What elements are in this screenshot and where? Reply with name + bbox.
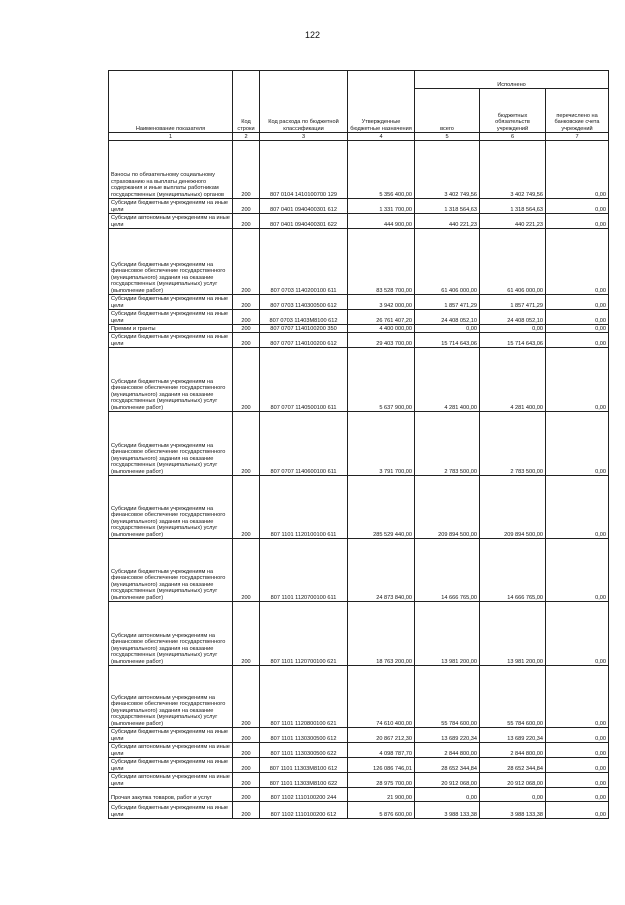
row-total: 20 912 068,00 [415, 773, 480, 788]
column-number: 2 [233, 133, 260, 141]
row-total: 61 406 000,00 [415, 229, 480, 295]
row-kbk: 807 1102 1110100200 244 [260, 788, 348, 802]
row-name: Субсидии бюджетным учреждениям на иные цели [109, 295, 233, 310]
row-transferred: 0,00 [546, 539, 609, 602]
row-name: Субсидии бюджетным учреждениям на финансовое обеспечение государственного (муниципального) задания на оказание государственных (муниципальных) услуг (выполнение работ) [109, 348, 233, 412]
row-code: 200 [233, 295, 260, 310]
row-total: 55 784 600,00 [415, 666, 480, 728]
row-kbk: 807 1101 1120700100 621 [260, 602, 348, 666]
row-kbk: 807 0707 1140100200 350 [260, 325, 348, 333]
row-transferred: 0,00 [546, 199, 609, 214]
row-transferred: 0,00 [546, 788, 609, 802]
table-row [109, 773, 609, 788]
table-row [109, 758, 609, 773]
row-transferred: 0,00 [546, 348, 609, 412]
row-obligations: 15 714 643,06 [480, 333, 546, 348]
row-transferred: 0,00 [546, 310, 609, 325]
table-row [109, 788, 609, 802]
row-total: 0,00 [415, 325, 480, 333]
row-total: 13 981 200,00 [415, 602, 480, 666]
row-total: 1 318 564,63 [415, 199, 480, 214]
row-code: 200 [233, 214, 260, 229]
row-code: 200 [233, 476, 260, 539]
row-approved: 3 942 000,00 [348, 295, 415, 310]
table-row [109, 728, 609, 743]
row-name: Субсидии бюджетным учреждениям на иные цели [109, 728, 233, 743]
row-total: 3 988 133,38 [415, 802, 480, 819]
row-total: 3 402 749,56 [415, 141, 480, 199]
column-number: 4 [348, 133, 415, 141]
row-code: 200 [233, 333, 260, 348]
row-obligations: 2 844 800,00 [480, 743, 546, 758]
table-row [109, 412, 609, 476]
row-kbk: 807 0104 1410100700 129 [260, 141, 348, 199]
row-obligations: 14 666 765,00 [480, 539, 546, 602]
row-kbk: 807 0703 1140300500 612 [260, 295, 348, 310]
row-obligations: 3 402 749,56 [480, 141, 546, 199]
table-row [109, 476, 609, 539]
row-code: 200 [233, 602, 260, 666]
row-total: 1 857 471,29 [415, 295, 480, 310]
header-approved: Утвержденные бюджетные назначения [348, 71, 415, 133]
row-code: 200 [233, 412, 260, 476]
row-transferred: 0,00 [546, 728, 609, 743]
row-transferred: 0,00 [546, 743, 609, 758]
table-row [109, 310, 609, 325]
row-kbk: 807 1102 1110100200 612 [260, 802, 348, 819]
header-kbk: Код расхода по бюджетной классификации [260, 71, 348, 133]
row-approved: 28 975 700,00 [348, 773, 415, 788]
row-name: Субсидии бюджетным учреждениям на иные цели [109, 758, 233, 773]
row-obligations: 209 894 500,00 [480, 476, 546, 539]
header-transferred: перечислено на банковские счета учреждений [546, 89, 609, 133]
row-approved: 18 763 200,00 [348, 602, 415, 666]
row-code: 200 [233, 199, 260, 214]
row-kbk: 807 1101 1130300500 622 [260, 743, 348, 758]
column-number: 3 [260, 133, 348, 141]
row-transferred: 0,00 [546, 802, 609, 819]
row-obligations: 0,00 [480, 325, 546, 333]
table-row [109, 214, 609, 229]
row-total: 209 894 500,00 [415, 476, 480, 539]
row-name: Субсидии бюджетным учреждениям на иные цели [109, 310, 233, 325]
table-row [109, 666, 609, 728]
row-total: 2 844 800,00 [415, 743, 480, 758]
row-total: 24 408 052,10 [415, 310, 480, 325]
row-approved: 83 528 700,00 [348, 229, 415, 295]
row-kbk: 807 0401 0940400301 612 [260, 199, 348, 214]
column-number: 6 [480, 133, 546, 141]
row-total: 4 281 400,00 [415, 348, 480, 412]
row-kbk: 807 0707 1140600100 611 [260, 412, 348, 476]
row-transferred: 0,00 [546, 773, 609, 788]
table-row [109, 539, 609, 602]
row-name: Субсидии бюджетным учреждениям на иные цели [109, 333, 233, 348]
row-transferred: 0,00 [546, 412, 609, 476]
row-name: Премии и гранты [109, 325, 233, 333]
header-name: Наименование показателя [109, 71, 233, 133]
table-row [109, 333, 609, 348]
row-obligations: 24 408 052,10 [480, 310, 546, 325]
row-kbk: 807 1101 1120100100 611 [260, 476, 348, 539]
row-code: 200 [233, 141, 260, 199]
row-approved: 3 791 700,00 [348, 412, 415, 476]
row-code: 200 [233, 743, 260, 758]
row-name: Субсидии автономным учреждениям на иные цели [109, 773, 233, 788]
table-row [109, 295, 609, 310]
row-obligations: 440 221,23 [480, 214, 546, 229]
table-row [109, 602, 609, 666]
row-total: 13 689 220,34 [415, 728, 480, 743]
row-transferred: 0,00 [546, 295, 609, 310]
row-transferred: 0,00 [546, 476, 609, 539]
row-obligations: 4 281 400,00 [480, 348, 546, 412]
table-row [109, 141, 609, 199]
row-transferred: 0,00 [546, 666, 609, 728]
row-code: 200 [233, 539, 260, 602]
table-row [109, 229, 609, 295]
row-total: 14 666 765,00 [415, 539, 480, 602]
row-obligations: 13 981 200,00 [480, 602, 546, 666]
row-name: Прочая закупка товаров, работ и услуг [109, 788, 233, 802]
row-obligations: 13 689 220,34 [480, 728, 546, 743]
row-code: 200 [233, 325, 260, 333]
row-total: 440 221,23 [415, 214, 480, 229]
column-number: 5 [415, 133, 480, 141]
table-row [109, 348, 609, 412]
row-approved: 29 403 700,00 [348, 333, 415, 348]
row-obligations: 20 912 068,00 [480, 773, 546, 788]
row-kbk: 807 0401 0940400301 622 [260, 214, 348, 229]
row-approved: 20 867 212,30 [348, 728, 415, 743]
row-transferred: 0,00 [546, 229, 609, 295]
row-obligations: 1 857 471,29 [480, 295, 546, 310]
row-transferred: 0,00 [546, 602, 609, 666]
row-kbk: 807 1101 1120700100 611 [260, 539, 348, 602]
row-approved: 4 098 787,70 [348, 743, 415, 758]
row-name: Субсидии бюджетным учреждениям на финансовое обеспечение государственного (муниципального) задания на оказание государственных (муниципальных) услуг (выполнение работ) [109, 229, 233, 295]
row-approved: 74 610 400,00 [348, 666, 415, 728]
row-name: Субсидии автономным учреждениям на финансовое обеспечение государственного (муниципального) задания на оказание государственных (муниципальных) услуг (выполнение работ) [109, 602, 233, 666]
row-kbk: 807 1101 1120800100 621 [260, 666, 348, 728]
row-approved: 126 086 746,01 [348, 758, 415, 773]
expenditure-table [108, 70, 609, 819]
row-approved: 24 873 840,00 [348, 539, 415, 602]
row-transferred: 0,00 [546, 333, 609, 348]
row-approved: 21 900,00 [348, 788, 415, 802]
row-kbk: 807 0707 1140500100 611 [260, 348, 348, 412]
row-obligations: 28 652 344,84 [480, 758, 546, 773]
row-obligations: 55 784 600,00 [480, 666, 546, 728]
header-total: всего [415, 89, 480, 133]
row-obligations: 2 783 500,00 [480, 412, 546, 476]
row-name: Субсидии бюджетным учреждениям на финансовое обеспечение государственного (муниципального) задания на оказание государственных (муниципальных) услуг (выполнение работ) [109, 412, 233, 476]
row-total: 28 652 344,84 [415, 758, 480, 773]
row-obligations: 61 406 000,00 [480, 229, 546, 295]
row-code: 200 [233, 728, 260, 743]
row-approved: 5 637 900,00 [348, 348, 415, 412]
page-number: 122 [304, 30, 321, 40]
row-name: Взносы по обязательному социальному страхованию на выплаты денежного содержания и иные выплаты работникам государственных (муниципальных) органов [109, 141, 233, 199]
row-code: 200 [233, 773, 260, 788]
row-name: Субсидии автономным учреждениям на иные цели [109, 743, 233, 758]
column-numbers-row [109, 133, 609, 141]
header-obligations: бюджетных обязательств учреждений [480, 89, 546, 133]
row-total: 0,00 [415, 788, 480, 802]
row-code: 200 [233, 758, 260, 773]
row-total: 2 783 500,00 [415, 412, 480, 476]
row-name: Субсидии бюджетным учреждениям на финансовое обеспечение государственного (муниципального) задания на оказание государственных (муниципальных) услуг (выполнение работ) [109, 476, 233, 539]
row-code: 200 [233, 802, 260, 819]
row-name: Субсидии бюджетным учреждениям на финансовое обеспечение государственного (муниципального) задания на оказание государственных (муниципальных) услуг (выполнение работ) [109, 539, 233, 602]
row-transferred: 0,00 [546, 758, 609, 773]
row-code: 200 [233, 788, 260, 802]
row-approved: 26 761 407,20 [348, 310, 415, 325]
row-name: Субсидии автономным учреждениям на иные цели [109, 214, 233, 229]
row-approved: 285 529 440,00 [348, 476, 415, 539]
table-body [109, 141, 609, 819]
row-name: Субсидии бюджетным учреждениям на иные цели [109, 199, 233, 214]
row-kbk: 807 0703 11403M8100 612 [260, 310, 348, 325]
row-code: 200 [233, 348, 260, 412]
column-number: 1 [109, 133, 233, 141]
row-approved: 5 356 400,00 [348, 141, 415, 199]
row-obligations: 1 318 564,63 [480, 199, 546, 214]
row-name: Субсидии бюджетным учреждениям на иные цели [109, 802, 233, 819]
row-kbk: 807 0707 1140100200 612 [260, 333, 348, 348]
row-approved: 5 876 600,00 [348, 802, 415, 819]
table-row [109, 325, 609, 333]
row-approved: 4 400 000,00 [348, 325, 415, 333]
row-obligations: 0,00 [480, 788, 546, 802]
row-approved: 444 900,00 [348, 214, 415, 229]
row-total: 15 714 643,06 [415, 333, 480, 348]
header-row-code: Код строки [233, 71, 260, 133]
row-code: 200 [233, 310, 260, 325]
row-kbk: 807 1101 1130300500 612 [260, 728, 348, 743]
table-row [109, 199, 609, 214]
row-transferred: 0,00 [546, 141, 609, 199]
table-row [109, 743, 609, 758]
row-transferred: 0,00 [546, 214, 609, 229]
row-name: Субсидии автономным учреждениям на финансовое обеспечение государственного (муниципального) задания на оказание государственных (муниципальных) услуг (выполнение работ) [109, 666, 233, 728]
header-executed: Исполнено [415, 71, 609, 89]
row-approved: 1 331 700,00 [348, 199, 415, 214]
row-obligations: 3 988 133,38 [480, 802, 546, 819]
table-row [109, 802, 609, 819]
row-code: 200 [233, 229, 260, 295]
row-kbk: 807 1101 11303M8100 612 [260, 758, 348, 773]
column-number: 7 [546, 133, 609, 141]
row-kbk: 807 1101 11303M8100 622 [260, 773, 348, 788]
row-code: 200 [233, 666, 260, 728]
row-kbk: 807 0703 1140200100 611 [260, 229, 348, 295]
row-transferred: 0,00 [546, 325, 609, 333]
